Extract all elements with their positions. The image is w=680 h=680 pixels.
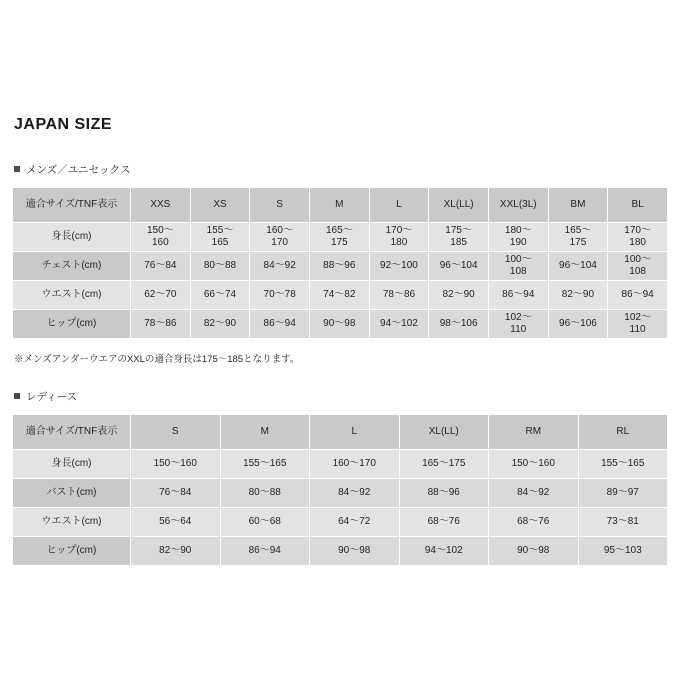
ladies-cell-1-4: 84〜92 xyxy=(489,479,579,508)
mens-cell-2-4: 78〜86 xyxy=(369,281,429,310)
ladies-section-label xyxy=(12,365,668,404)
ladies-col-header-0: S xyxy=(131,415,221,450)
table-row xyxy=(13,450,668,479)
mens-col-header-4: L xyxy=(369,188,429,223)
ladies-cell-1-0: 76〜84 xyxy=(131,479,221,508)
table-row xyxy=(13,188,668,223)
mens-cell-1-7: 96〜104 xyxy=(548,252,608,281)
ladies-cell-0-2: 160〜170 xyxy=(310,450,400,479)
square-bullet-icon xyxy=(14,166,20,172)
mens-cell-2-3: 74〜82 xyxy=(309,281,369,310)
mens-cell-2-5: 82〜90 xyxy=(429,281,489,310)
ladies-cell-1-3: 88〜96 xyxy=(399,479,489,508)
mens-cell-1-2: 84〜92 xyxy=(250,252,310,281)
mens-col-header-2: S xyxy=(250,188,310,223)
ladies-cell-2-5: 73〜81 xyxy=(578,508,668,537)
ladies-col-header-5: RL xyxy=(578,415,668,450)
mens-cell-0-2: 160〜 170 xyxy=(250,223,310,252)
mens-row-label-2: ウエスト(cm) xyxy=(13,281,131,310)
mens-cell-3-7: 96〜106 xyxy=(548,310,608,339)
ladies-cell-2-2: 64〜72 xyxy=(310,508,400,537)
mens-cell-2-1: 66〜74 xyxy=(190,281,250,310)
mens-cell-1-3: 88〜96 xyxy=(309,252,369,281)
ladies-row-label-3: ヒップ(cm) xyxy=(13,537,131,566)
mens-col-header-7: BM xyxy=(548,188,608,223)
ladies-col-header-2: L xyxy=(310,415,400,450)
table-row xyxy=(13,508,668,537)
ladies-col-header-4: RM xyxy=(489,415,579,450)
mens-col-header-6: XXL(3L) xyxy=(488,188,548,223)
mens-cell-1-6: 100〜 108 xyxy=(488,252,548,281)
ladies-corner-header: 適合サイズ/TNF表示 xyxy=(13,415,131,450)
mens-row-label-1: チェスト(cm) xyxy=(13,252,131,281)
mens-cell-1-1: 80〜88 xyxy=(190,252,250,281)
mens-row-label-3: ヒップ(cm) xyxy=(13,310,131,339)
mens-section-label-text: メンズ／ユニセックス xyxy=(26,164,131,176)
mens-col-header-8: BL xyxy=(608,188,668,223)
ladies-cell-1-5: 89〜97 xyxy=(578,479,668,508)
mens-cell-2-6: 86〜94 xyxy=(488,281,548,310)
mens-col-header-5: XL(LL) xyxy=(429,188,489,223)
mens-cell-3-0: 78〜86 xyxy=(131,310,191,339)
mens-cell-2-0: 62〜70 xyxy=(131,281,191,310)
ladies-table-body xyxy=(13,450,668,566)
ladies-cell-2-3: 68〜76 xyxy=(399,508,489,537)
ladies-cell-1-1: 80〜88 xyxy=(220,479,310,508)
ladies-cell-0-3: 165〜175 xyxy=(399,450,489,479)
ladies-cell-3-4: 90〜98 xyxy=(489,537,579,566)
mens-table-header xyxy=(13,188,668,223)
mens-cell-0-4: 170〜 180 xyxy=(369,223,429,252)
ladies-cell-1-2: 84〜92 xyxy=(310,479,400,508)
ladies-cell-3-0: 82〜90 xyxy=(131,537,221,566)
table-row xyxy=(13,281,668,310)
mens-table-note: ※メンズアンダーウエアのXXLの適合身長は175〜185となります。 xyxy=(14,354,300,365)
ladies-cell-3-2: 90〜98 xyxy=(310,537,400,566)
ladies-cell-3-3: 94〜102 xyxy=(399,537,489,566)
mens-cell-3-8: 102〜 110 xyxy=(608,310,668,339)
mens-cell-1-8: 100〜 108 xyxy=(608,252,668,281)
mens-cell-3-2: 86〜94 xyxy=(250,310,310,339)
ladies-cell-2-0: 56〜64 xyxy=(131,508,221,537)
table-row xyxy=(13,310,668,339)
mens-cell-1-4: 92〜100 xyxy=(369,252,429,281)
mens-cell-2-2: 70〜78 xyxy=(250,281,310,310)
ladies-col-header-3: XL(LL) xyxy=(399,415,489,450)
ladies-table-header xyxy=(13,415,668,450)
ladies-row-label-2: ウエスト(cm) xyxy=(13,508,131,537)
mens-cell-0-8: 170〜 180 xyxy=(608,223,668,252)
mens-col-header-3: M xyxy=(309,188,369,223)
mens-cell-0-6: 180〜 190 xyxy=(488,223,548,252)
mens-section-label xyxy=(12,134,668,177)
ladies-row-label-0: 身長(cm) xyxy=(13,450,131,479)
ladies-cell-0-1: 155〜165 xyxy=(220,450,310,479)
ladies-row-label-1: バスト(cm) xyxy=(13,479,131,508)
table-row xyxy=(13,223,668,252)
ladies-cell-0-5: 155〜165 xyxy=(578,450,668,479)
mens-size-table xyxy=(12,187,668,339)
table-row xyxy=(13,537,668,566)
ladies-cell-0-4: 150〜160 xyxy=(489,450,579,479)
mens-cell-3-1: 82〜90 xyxy=(190,310,250,339)
mens-cell-3-6: 102〜 110 xyxy=(488,310,548,339)
mens-cell-1-0: 76〜84 xyxy=(131,252,191,281)
mens-cell-1-5: 96〜104 xyxy=(429,252,489,281)
mens-cell-0-3: 165〜 175 xyxy=(309,223,369,252)
ladies-col-header-1: M xyxy=(220,415,310,450)
ladies-section-label-text: レディース xyxy=(26,391,78,403)
mens-cell-3-5: 98〜106 xyxy=(429,310,489,339)
mens-cell-0-1: 155〜 165 xyxy=(190,223,250,252)
mens-row-label-0: 身長(cm) xyxy=(13,223,131,252)
mens-cell-0-0: 150〜 160 xyxy=(131,223,191,252)
mens-col-header-1: XS xyxy=(190,188,250,223)
square-bullet-icon xyxy=(14,393,20,399)
mens-cell-0-5: 175〜 185 xyxy=(429,223,489,252)
mens-cell-3-4: 94〜102 xyxy=(369,310,429,339)
ladies-cell-2-1: 60〜68 xyxy=(220,508,310,537)
mens-cell-2-8: 86〜94 xyxy=(608,281,668,310)
table-row xyxy=(13,479,668,508)
mens-corner-header: 適合サイズ/TNF表示 xyxy=(13,188,131,223)
ladies-cell-2-4: 68〜76 xyxy=(489,508,579,537)
mens-cell-2-7: 82〜90 xyxy=(548,281,608,310)
mens-cell-0-7: 165〜 175 xyxy=(548,223,608,252)
mens-cell-3-3: 90〜98 xyxy=(309,310,369,339)
ladies-size-table xyxy=(12,414,668,566)
ladies-cell-3-1: 86〜94 xyxy=(220,537,310,566)
mens-table-body xyxy=(13,223,668,339)
table-row xyxy=(13,252,668,281)
ladies-cell-0-0: 150〜160 xyxy=(131,450,221,479)
page-title: JAPAN SIZE xyxy=(14,116,113,133)
mens-col-header-0: XXS xyxy=(131,188,191,223)
table-row xyxy=(13,415,668,450)
ladies-cell-3-5: 95〜103 xyxy=(578,537,668,566)
